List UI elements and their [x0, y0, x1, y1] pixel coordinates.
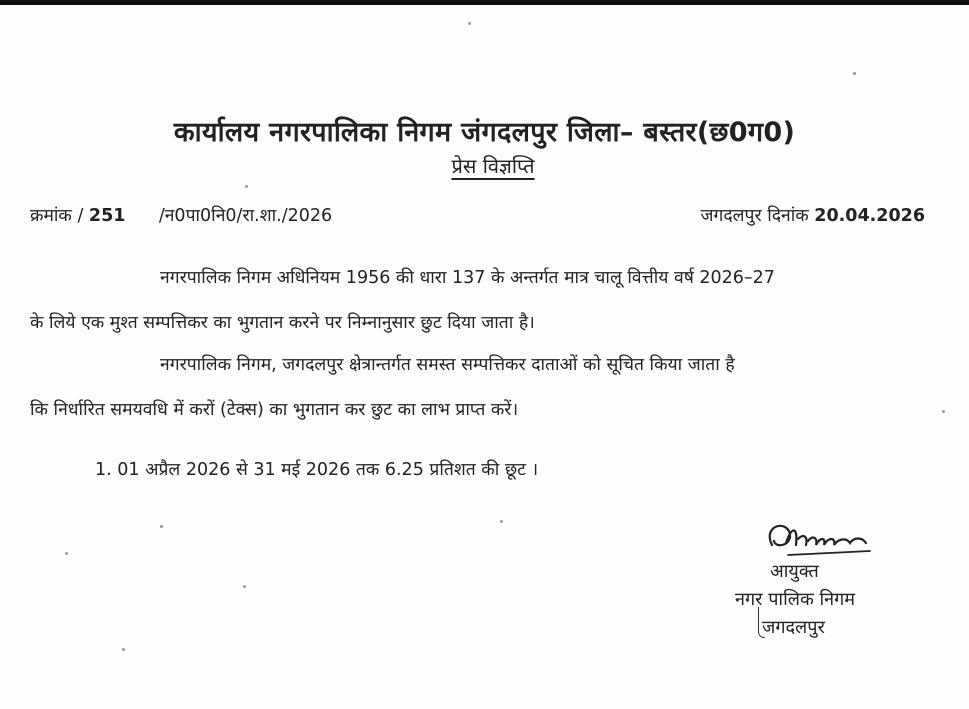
reference-prefix: क्रमांक /	[30, 206, 89, 226]
scan-speck	[245, 185, 248, 188]
signature-block	[730, 515, 930, 645]
paragraph-2-line-2: कि निर्धारित समयवधि में करों (टेक्स) का भुगतान कर छुट का लाभ प्राप्त करें।	[30, 400, 519, 420]
paragraph-2-line-1: नगरपालिक निगम, जगदलपुर क्षेत्रान्तर्गत समस्त सम्पत्तिकर दाताओं को सूचित किया जाता है	[160, 355, 735, 375]
scan-speck	[500, 520, 503, 523]
discount-item-1: 1. 01 अप्रैल 2026 से 31 मई 2026 तक 6.25 प्रतिशत की छूट ।	[95, 460, 539, 480]
scan-speck	[468, 22, 471, 25]
document-type-label: प्रेस विज्ञप्ति	[451, 154, 535, 178]
signatory-city: जगदलपुर	[762, 617, 825, 638]
office-title: कार्यालय नगरपालिका निगम जंगदलपुर जिला– बस्तर(छ0ग0)	[173, 117, 796, 148]
date-prefix: जगदलपुर दिनांक	[700, 206, 815, 226]
document-type	[0, 152, 969, 179]
scan-speck	[853, 72, 856, 75]
handwritten-signature	[758, 515, 878, 563]
reference-number	[30, 203, 332, 227]
scan-speck	[160, 525, 163, 528]
scan-speck	[65, 552, 68, 555]
scan-speck	[243, 585, 246, 588]
reference-serial: 251	[88, 206, 126, 226]
signatory-organization: नगर पालिक निगम	[735, 589, 856, 610]
reference-suffix: /न0पा0नि0/रा.शा./2026	[158, 206, 333, 226]
scan-speck	[122, 648, 125, 651]
paragraph-1-line-2: के लिये एक मुश्त सम्पत्तिकर का भुगतान करने पर निम्नानुसार छुट दिया जाता है।	[30, 313, 535, 333]
issue-date	[701, 203, 925, 227]
paragraph-1-line-1: नगरपालिक निगम अधिनियम 1956 की धारा 137 के अन्तर्गत मात्र चालू वित्तीय वर्ष 2026–27	[160, 268, 775, 288]
scan-speck	[942, 410, 945, 413]
date-value: 20.04.2026	[814, 206, 925, 226]
top-border	[0, 0, 969, 5]
signatory-title: आयुक्त	[770, 561, 819, 582]
